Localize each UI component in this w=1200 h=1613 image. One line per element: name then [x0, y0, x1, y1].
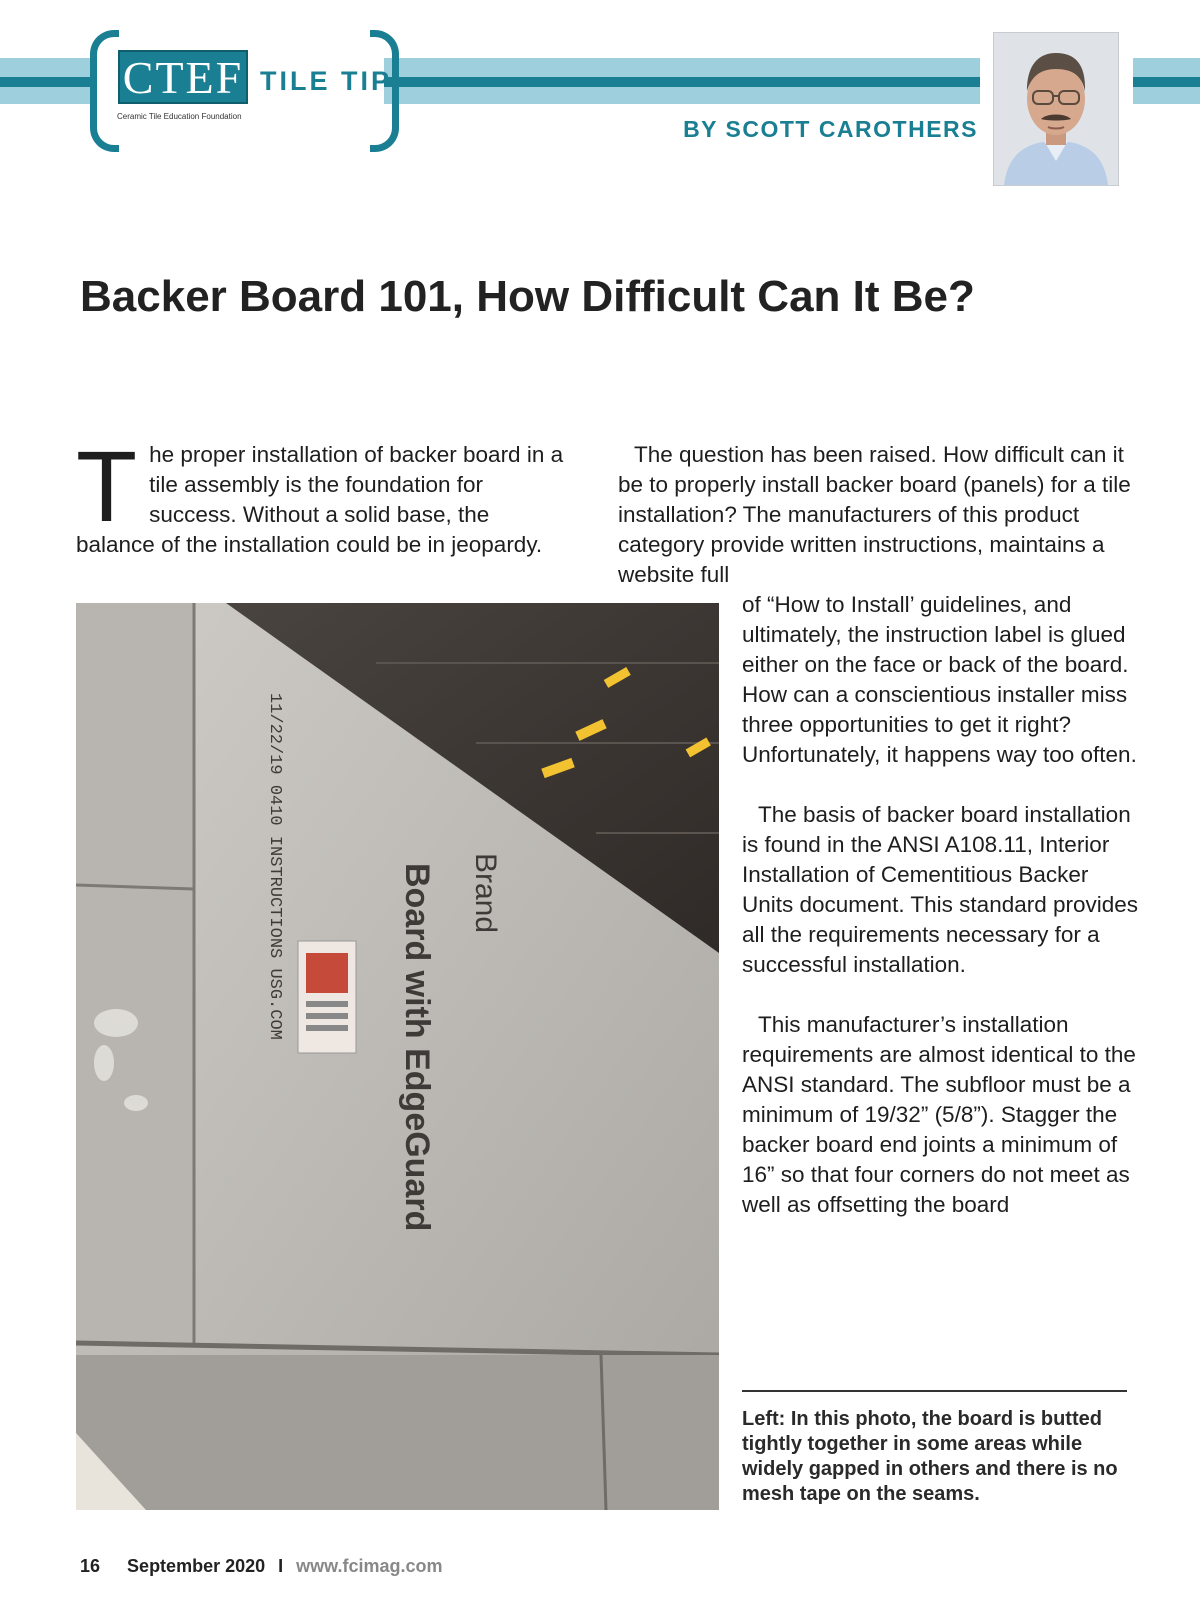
page-footer	[80, 1556, 443, 1577]
paragraph-2-top: The question has been raised. How difficult can it be to properly install backer board (panels) for a tile installation? The manufacturers of this product category provide written instructions, maintains a website full	[618, 442, 1131, 587]
article-title: Backer Board 101, How Difficult Can It Be?	[80, 272, 975, 321]
caption-rule	[742, 1390, 1127, 1392]
board-print-instructions: 11/22/19 0410 INSTRUCTIONS USG.COM	[265, 693, 284, 1040]
logo-subtitle: Ceramic Tile Education Foundation	[117, 112, 242, 121]
board-print-main: Board with EdgeGuard	[398, 863, 436, 1232]
paragraph-4: This manufacturer’s installation requirements are almost identical to the ANSI standard. The subfloor must be a minimum of 19/32” (5/8”). Stagger the backer board end joints a minimum of 16” so that four corners do not meet as well as offsetting the board	[742, 1012, 1136, 1217]
backer-board-photo	[76, 603, 719, 1510]
drop-cap: T	[76, 431, 138, 543]
photo-caption: Left: In this photo, the board is butted tightly together in some areas while widely gapped in others and there is no mesh tape on the seams.	[742, 1408, 1118, 1505]
author-byline: BY SCOTT CAROTHERS	[683, 116, 978, 142]
left-bracket-icon	[90, 30, 119, 152]
right-column	[742, 590, 1142, 1250]
footer-url[interactable]: www.fcimag.com	[296, 1556, 443, 1576]
header-band-middle	[384, 58, 980, 104]
header-band-left	[0, 58, 96, 104]
board-print-brand: Brand	[469, 853, 502, 934]
page-number: 16	[80, 1556, 101, 1576]
section-label: TILE TIP	[260, 66, 392, 96]
ctef-logo: CTEF	[118, 50, 248, 104]
header-band-right	[1133, 58, 1200, 104]
intro-text: he proper installation of backer board in a tile assembly is the foundation for success. Without a solid base, the balance of the installation could be in jeopardy.	[76, 442, 564, 557]
paragraph-3: The basis of backer board installation is found in the ANSI A108.11, Interior Installation of Cementitious Backer Units document. This standard provides all the requirements necessary for a successful installation.	[742, 802, 1139, 977]
paragraph-2-rest: of “How to Install’ guidelines, and ultimately, the instruction label is glued either on the face or back of the board. How can a conscientious installer miss three opportunities to get it right? Unfortunately, it happens way too often.	[742, 592, 1137, 767]
author-photo	[993, 32, 1119, 186]
footer-separator: I	[278, 1556, 284, 1576]
intro-paragraph	[76, 431, 564, 560]
issue-date: September 2020	[127, 1556, 266, 1576]
